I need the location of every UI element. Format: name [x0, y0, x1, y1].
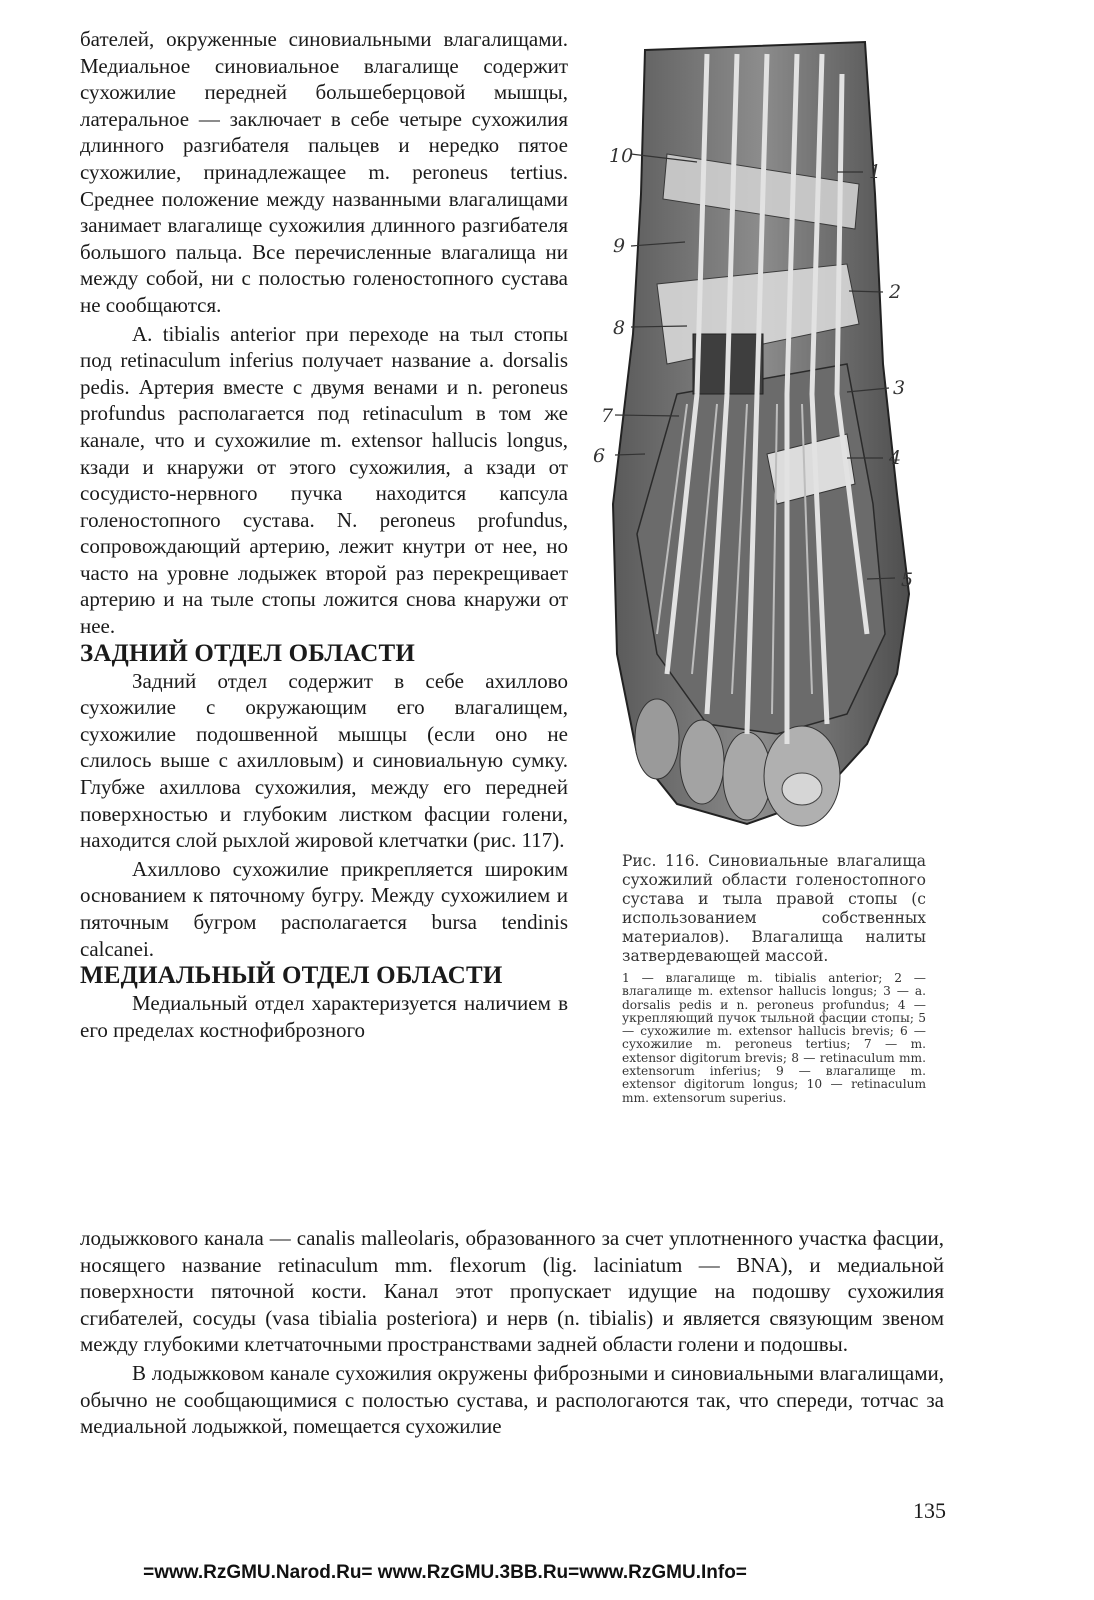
- figure-label: 5: [901, 569, 914, 591]
- figure-label: 4: [889, 447, 902, 469]
- caption-legend: 1 — влагалище m. tibialis anterior; 2 — влагалище m. extensor hallucis longus; 3 — a. dorsalis pedis и n. peroneus profundus; 4 — укрепляющий пучок тыльной фасции стопы; 5 — сухожилие m. extensor hallucis brevis; 6 — сухожилие m. peroneus tertius; 7 — m. extensor digitorum brevis; 8 — retinaculum mm. extensorum inferius; 9 — влагалище m. extensor digitorum longus; 10 — retinaculum mm. extensorum superius.: [622, 971, 926, 1105]
- figure-label: 8: [613, 317, 626, 339]
- toenail: [782, 773, 822, 805]
- body-paragraph: Медиальный отдел характеризуется наличием в его пределах костнофиброзного: [80, 991, 568, 1042]
- caption-title: Рис. 116. Синовиальные влагалища сухожилий области голеностопного сустава и тыла правой стопы (с использованием собственных материалов). Влагалища налиты затвердевающей массой.: [622, 852, 926, 965]
- section-heading-posterior: ЗАДНИЙ ОТДЕЛ ОБЛАСТИ: [80, 639, 415, 667]
- figure-caption: [622, 852, 926, 1105]
- anatomical-figure: [593, 34, 937, 844]
- figure-label: 1: [869, 161, 882, 183]
- figure-label: 6: [593, 445, 606, 467]
- toe: [680, 720, 724, 804]
- figure-label: 9: [613, 235, 626, 257]
- figure-label: 7: [601, 405, 614, 427]
- figure-label: 2: [889, 281, 902, 303]
- body-paragraph: В лодыжковом канале сухожилия окружены фиброзными и синовиальными влагалищами, обычно не сообщающимися с полостью сустава, и распологаются так, что спереди, тотчас за медиальной лодыжкой, помещается сухожилие: [80, 1360, 944, 1439]
- section-heading-medial: МЕДИАЛЬНЫЙ ОТДЕЛ ОБЛАСТИ: [80, 962, 503, 990]
- footer-watermark: =www.RzGMU.Narod.Ru= www.RzGMU.3BB.Ru=www.RzGMU.Info=: [143, 1562, 747, 1583]
- foot-illustration: [593, 34, 937, 844]
- body-paragraph: A. tibialis anterior при переходе на тыл стопы под retinaculum inferius получает название a. dorsalis pedis. Артерия вместе с двумя венами и n. peroneus profundus располагается под retinaculum в том же канале, что и сухожилие m. extensor hallucis longus, кзади и кнаружи от этого сухожилия, а кзади от сосудисто-нервного пучка находится капсула голеностопного сустава. N. peroneus profundus, сопровождающий артерию, лежит кнутри от нее, но часто на уровне лодыжек второй раз перекрещивает артерию и на тыле стопы ложится снова кнаружи от нее.: [80, 321, 568, 639]
- body-paragraph: Задний отдел содержит в себе ахиллово сухожилие с окружающим его влагалищем, сухожилие подошвенной мышцы (если оно не слилось выше с ахилловым) и синовиальную сумку. Глубже ахиллова сухожилия, между его передней поверхностью и глубоким листком фасции голени, находится слой рыхлой жировой клетчатки (рис. 117).: [80, 668, 568, 853]
- dissection-field: [637, 364, 885, 734]
- toe: [635, 699, 679, 779]
- figure-label: 10: [609, 145, 634, 167]
- left-column: [80, 26, 568, 1043]
- body-paragraph: лодыжкового канала — canalis malleolaris, образованного за счет уплотненного участка фасции, носящего название retinaculum mm. flexorum (lig. laciniatum — BNA), и медиальной поверхности пяточной кости. Канал этот пропускает идущие на подошву сухожилия сгибателей, сосуды (vasa tibialia posteriora) и нерв (n. tibialis) и является связующим звеном между глубокими клетчаточными пространствами задней области голени и подошвы.: [80, 1226, 944, 1357]
- page-number: 135: [913, 1498, 946, 1523]
- figure-label: 3: [893, 377, 906, 399]
- full-width-text: [80, 1225, 944, 1440]
- body-paragraph: Ахиллово сухожилие прикрепляется широким основанием к пяточному бугру. Между сухожилием и пяточным бугром располагается bursa tendinis calcanei.: [80, 856, 568, 961]
- body-paragraph: бателей, окруженные синовиальными влагалищами. Медиальное синовиальное влагалище содержит сухожилие передней большеберцовой мышцы, латеральное — заключает в себе четыре сухожилия длинного разгибателя пальцев и нередко пятое сухожилие, принадлежащее m. peroneus tertius. Среднее положение между названными влагалищами занимает влагалище сухожилия длинного разгибателя большого пальца. Все перечисленные влагалища ни между собой, ни с полостью голеностопного сустава не сообщаются.: [80, 27, 568, 317]
